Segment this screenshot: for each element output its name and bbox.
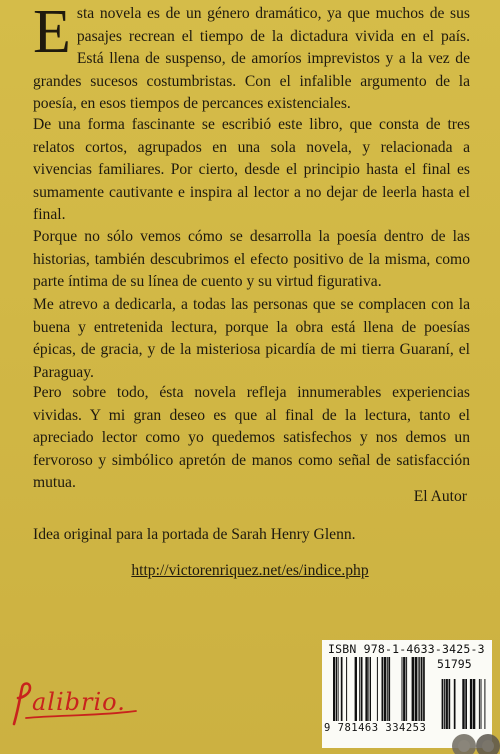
barcode-bar [479,679,480,729]
paragraph-2-text: De una forma fascinante se escribió este libro, que consta de tres relatos cortos, agrupados en una sola novela, y relacionada a vivencias familiares. Por cierto, desde el principio hasta el final es sumamente cautivante e inspira al lector a no dejar de leerla hasta el final. [33,116,470,223]
ean-barcode [333,657,429,721]
barcode-bar [333,657,335,721]
barcode-bar [368,657,369,721]
barcode-bar [418,657,419,721]
barcode-bar [423,657,425,721]
barcode-bar [346,657,347,721]
paragraph-4-text: Me atrevo a dedicarla, a todas las personas que se complacen con la buena y entretenida lectura, porque la obra está llena de poesías épicas, de gracia, y de la misteriosa picardía de mi tierra Guaraní, el Paraguay. [33,296,470,381]
paragraph-5-text: Pero sobre todo, ésta novela refleja innumerables experiencias vividas. Y mi gran deseo es que al final de la lectura, tanto el apreciado lector como yo quedemos satisfechos y nos demos un fervoroso y simbólico apretón de manos como señal de satisfacción mutua. [33,384,470,491]
barcode-digits: 9 781463 334253 [324,722,427,734]
barcode-bar [388,657,390,721]
paragraph-5 [33,382,470,495]
author-signature: El Autor [413,488,467,505]
barcode-bar [403,657,405,721]
palibrio-logo [8,680,158,728]
barcode-bar [384,657,386,721]
paragraph-3-text: Porque no sólo vemos cómo se desarrolla la poesía dentro de las historias, también descubrimos el efecto positivo de la misma, como parte íntima de su línea de cuento y su virtud figurativa. [33,228,470,290]
barcode-bar [370,657,371,721]
barcode-bar [406,657,407,721]
paragraph-1-text: sta novela es de un género dramático, ya que muchos de sus pasajes recrean el tiempo de la dictadura vivida en el país. Está llena de suspenso, de amoríos imprevistos y a la vez de grandes sucesos costumbristas. Con el infalible argumento de la poesía, en esos tiempos de percances existenciales. [33,5,470,112]
barcode-bar [359,657,360,721]
barcode-bar [481,679,482,729]
barcode-bar [336,657,337,721]
decorative-circles [450,724,500,754]
barcode-bar [338,657,339,721]
svg-text:alibrio.: alibrio. [32,688,126,716]
barcode-bar [361,657,363,721]
cover-credit: Idea original para la portada de Sarah Henry Glenn. [33,526,356,543]
barcode-bar [402,657,403,721]
barcode-bar [382,657,384,721]
paragraph-2 [33,114,470,227]
isbn-number: ISBN 978-1-4633-3425-3 [328,642,485,656]
barcode-bar [415,657,417,721]
barcode-bar [377,657,378,721]
price-code: 51795 [437,657,472,671]
drop-cap: E [33,0,71,66]
barcode-bar [387,657,388,721]
barcode-bar [419,657,420,721]
barcode-bar [484,679,485,729]
paragraph-3 [33,226,470,294]
website-link[interactable]: http://victorenriquez.net/es/indice.php [131,562,369,579]
barcode-bar [465,679,467,729]
barcode-bar [470,679,472,729]
paragraph-4 [33,294,470,384]
barcode-bar [412,657,414,721]
barcode-bar [365,657,367,721]
barcode-bar [355,657,357,721]
barcode-bar [421,657,423,721]
barcode-bar [341,657,343,721]
barcode-bar [462,679,464,729]
paragraph-1 [33,0,470,116]
barcode-bar [473,679,475,729]
